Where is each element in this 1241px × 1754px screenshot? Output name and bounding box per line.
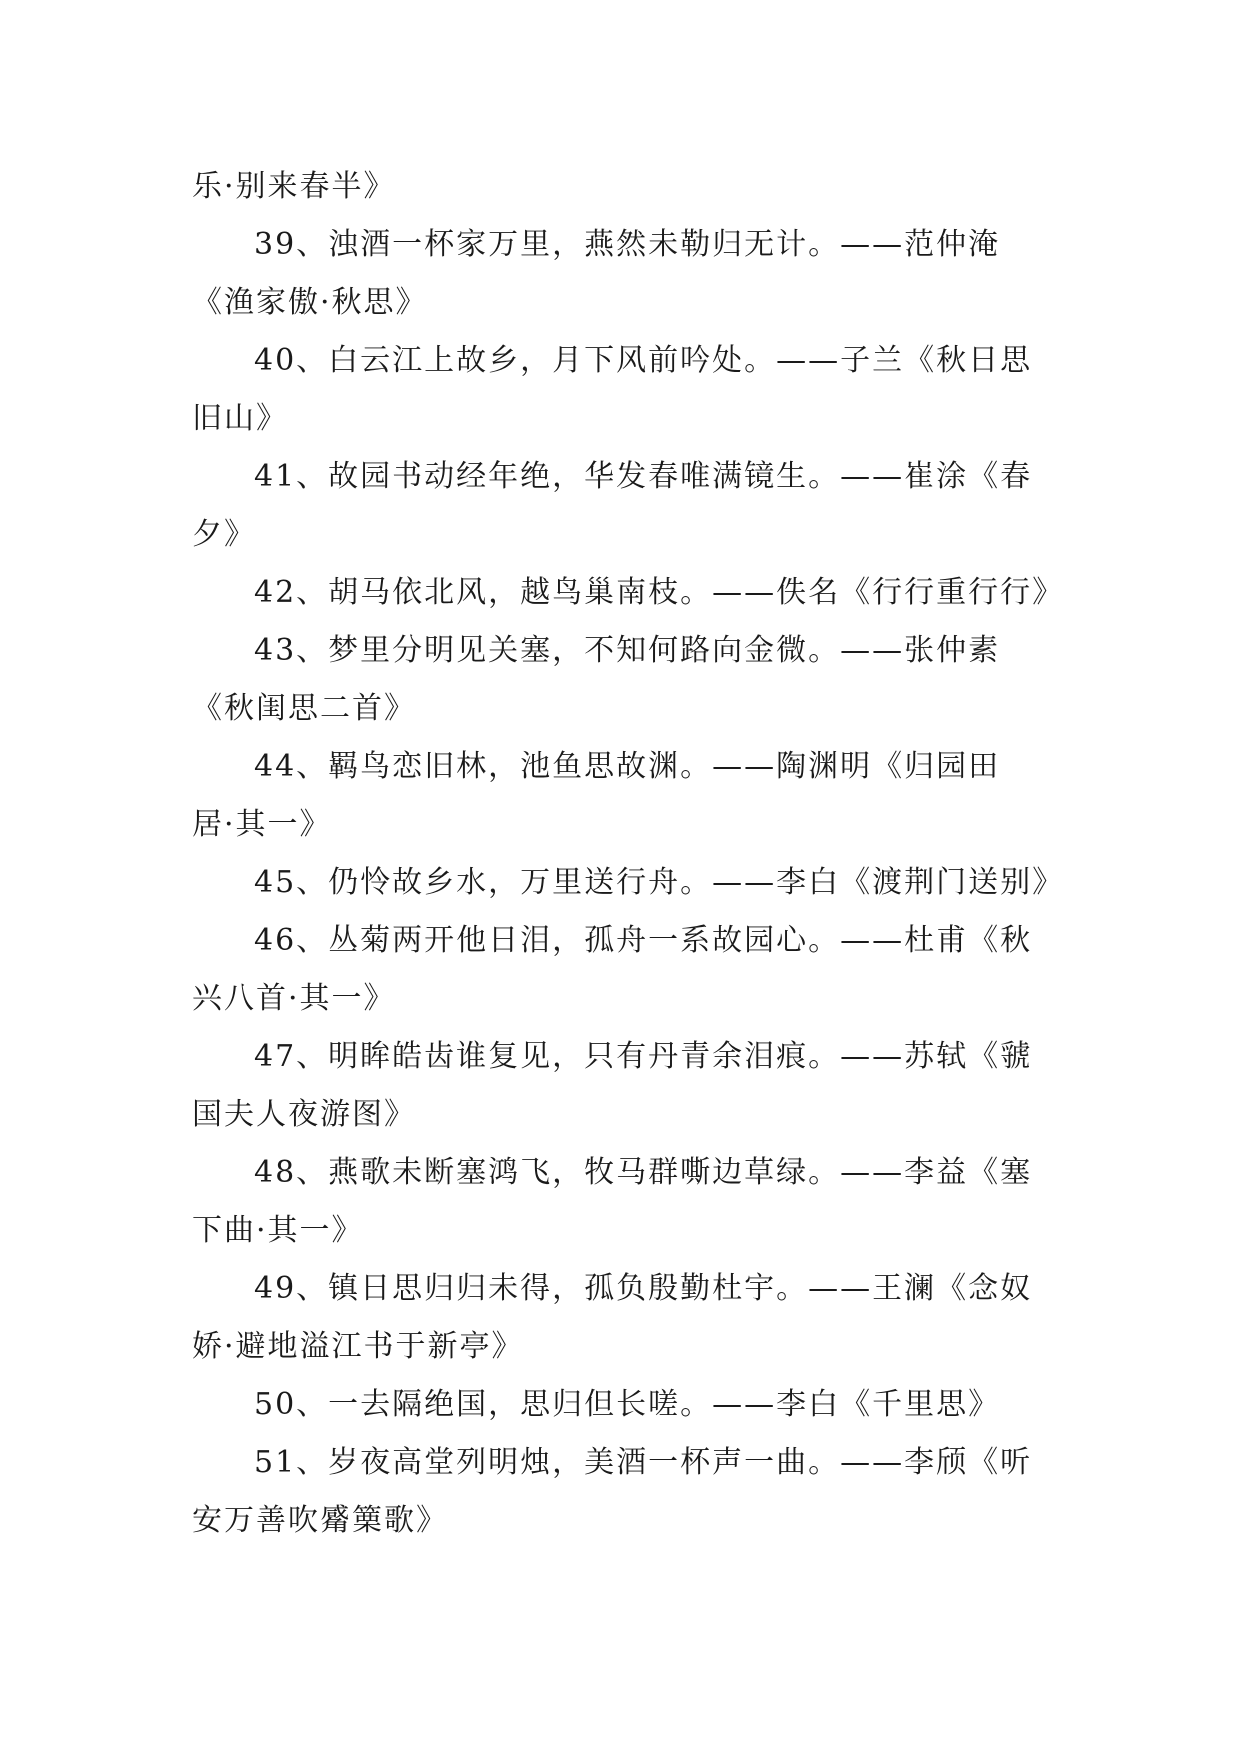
text-line: 娇·避地溢江书于新亭》 (192, 1329, 524, 1364)
text-line: 下曲·其一》 (192, 1213, 364, 1248)
text-line: 50、一去隔绝国，思归但长嗟。——李白《千里思》 (254, 1387, 1001, 1422)
text-line: 49、镇日思归归未得，孤负殷勤杜宇。——王澜《念奴 (254, 1271, 1033, 1306)
text-line: 42、胡马依北风，越鸟巢南枝。——佚名《行行重行行》 (254, 575, 1065, 610)
text-line: 43、梦里分明见关塞，不知何路向金微。——张仲素 (254, 633, 1001, 668)
text-line: 44、羁鸟恋旧林，池鱼思故渊。——陶渊明《归园田 (254, 749, 1001, 784)
text-line: 居·其一》 (192, 807, 332, 842)
document-body (192, 158, 1065, 1550)
text-line: 48、燕歌未断塞鸿飞，牧马群嘶边草绿。——李益《塞 (254, 1155, 1033, 1190)
text-line: 国夫人夜游图》 (192, 1097, 416, 1132)
text-line: 45、仍怜故乡水，万里送行舟。——李白《渡荆门送别》 (254, 865, 1065, 900)
text-line: 《秋闺思二首》 (192, 691, 416, 726)
text-line: 46、丛菊两开他日泪，孤舟一系故园心。——杜甫《秋 (254, 923, 1033, 958)
text-line: 40、白云江上故乡，月下风前吟处。——子兰《秋日思 (254, 343, 1033, 378)
text-line: 夕》 (192, 517, 256, 552)
text-line: 《渔家傲·秋思》 (192, 285, 428, 320)
text-line: 51、岁夜高堂列明烛，美酒一杯声一曲。——李颀《听 (254, 1445, 1033, 1480)
text-line: 47、明眸皓齿谁复见，只有丹青余泪痕。——苏轼《虢 (254, 1039, 1033, 1074)
text-line: 41、故园书动经年绝，华发春唯满镜生。——崔涂《春 (254, 459, 1033, 494)
text-line: 兴八首·其一》 (192, 981, 396, 1016)
text-line: 39、浊酒一杯家万里，燕然未勒归无计。——范仲淹 (254, 227, 1001, 262)
text-line: 安万善吹觱篥歌》 (192, 1503, 448, 1538)
text-line: 旧山》 (192, 401, 288, 436)
text-line: 乐·别来春半》 (192, 169, 396, 204)
